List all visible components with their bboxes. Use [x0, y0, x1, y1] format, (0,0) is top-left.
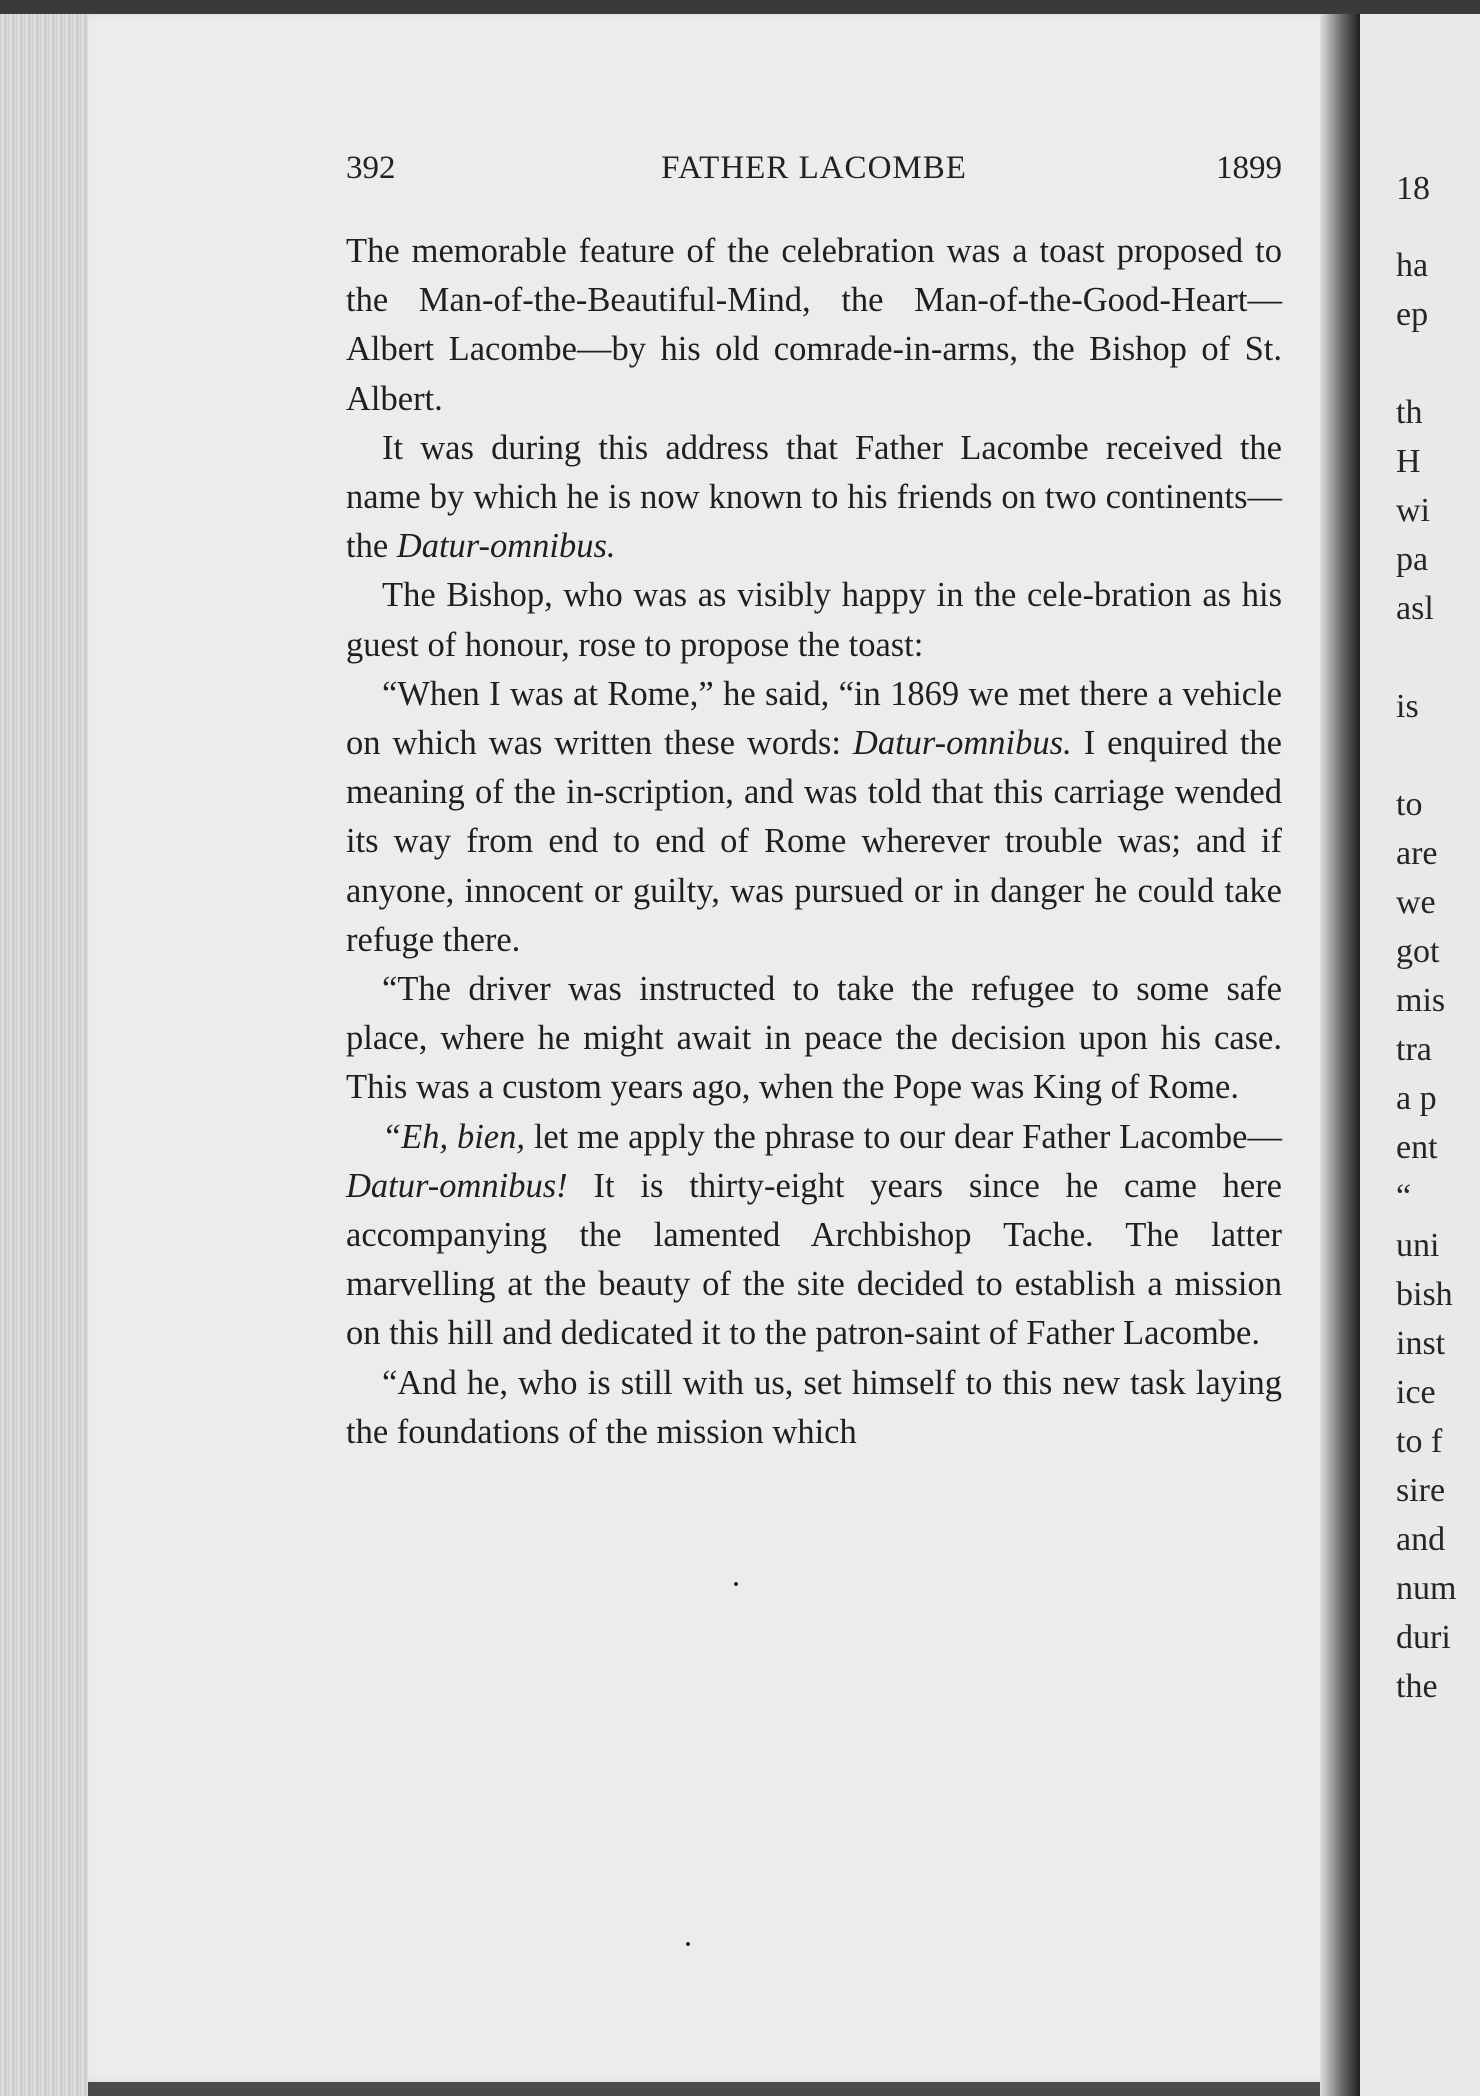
facing-page-fragment: and — [1396, 1521, 1446, 1558]
text-run: I enquired the meaning of the in-scription, and was told that this carriage wended its way from end to end of Rome wherever trouble was; and if anyone, innocent or guilty, was pursued or in danger he could take refuge there. — [346, 724, 1282, 959]
facing-page-fragment: inst — [1396, 1325, 1446, 1362]
facing-page-fragment: the — [1396, 1668, 1438, 1705]
text-run: “And he, who is still with us, set himself to this new task laying the foundations of the mission which — [346, 1363, 1282, 1451]
facing-page-fragment: a p — [1396, 1080, 1437, 1117]
facing-page-fragment: “ — [1396, 1178, 1412, 1215]
text-run: “When I was at Rome,” he said, “in 1869 we met there a vehicle on which was written these words: — [346, 674, 1282, 763]
italic-text: Datur-omnibus! — [346, 1166, 568, 1205]
page-top-edge — [0, 0, 1480, 14]
facing-page-fragment: ent — [1396, 1129, 1438, 1166]
facing-page — [1360, 14, 1480, 2096]
text-run: The memorable feature of the celebration was a toast proposed to the Man-of-the-Beautiful-Mind, the Man-of-the-Good-Heart—Albert Lacombe—by his old comrade-in-arms, the Bishop of St. Albert. — [346, 232, 1282, 418]
text-run: It was during this address that Father Lacombe received the name by which he is now known to his friends on two continents—the — [346, 428, 1282, 566]
facing-page-fragment: wi — [1396, 492, 1430, 529]
book-gutter — [1320, 14, 1360, 2096]
italic-text: Datur-omnibus. — [852, 724, 1072, 763]
paragraph — [346, 227, 1282, 424]
paragraph — [346, 670, 1282, 965]
page-stack-edge — [0, 14, 88, 2096]
facing-page-fragment: we — [1396, 884, 1436, 921]
text-run: “The driver was instructed to take the refugee to some safe place, where he might await in peace the decision upon his case. This was a custom years ago, when the Pope was King of Rome. — [346, 970, 1282, 1107]
facing-page-fragment: is — [1396, 688, 1419, 725]
facing-page-fragment: ha — [1396, 247, 1429, 284]
facing-page-fragment: num — [1396, 1570, 1457, 1607]
facing-page-fragment: bish — [1396, 1276, 1453, 1313]
paragraph — [346, 1359, 1282, 1457]
facing-page-fragment: pa — [1396, 541, 1429, 578]
facing-page-fragment: sire — [1396, 1472, 1446, 1509]
paragraph — [346, 1113, 1282, 1359]
text-run: It is thirty-eight years since he came here accompanying the lamented Archbishop Tache. The latter marvelling at the beauty of the site decided to establish a mission on this hill and dedicated it to the patron-saint of Father Lacombe. — [346, 1166, 1282, 1353]
facing-page-fragment: to f — [1396, 1423, 1443, 1460]
speck-mark — [686, 1942, 690, 1946]
running-year: 1899 — [1216, 150, 1282, 186]
facing-page-fragment: ice — [1396, 1374, 1436, 1411]
facing-page-fragment: mis — [1396, 982, 1446, 1019]
facing-page-fragment: 18 — [1396, 170, 1430, 207]
facing-page-fragment: uni — [1396, 1227, 1440, 1264]
paragraph — [346, 571, 1282, 669]
running-head — [346, 150, 1282, 200]
paragraph — [346, 965, 1282, 1113]
italic-text: Datur-omnibus. — [396, 527, 616, 566]
facing-page-fragment: got — [1396, 933, 1440, 970]
running-title: FATHER LACOMBE — [661, 150, 967, 186]
page-number: 392 — [346, 150, 396, 186]
speck-mark — [734, 1582, 738, 1586]
facing-page-fragment: asl — [1396, 590, 1434, 627]
facing-page-fragment: ep — [1396, 296, 1429, 333]
text-run: The Bishop, who was as visibly happy in the cele-bration as his guest of honour, rose to propose the toast: — [346, 576, 1282, 664]
text-run: let me apply the phrase to our dear Father Lacombe— — [525, 1117, 1282, 1156]
facing-page-fragment: are — [1396, 835, 1438, 872]
paragraph — [346, 424, 1282, 572]
facing-page-fragment: th — [1396, 394, 1423, 431]
facing-page-fragment: tra — [1396, 1031, 1432, 1068]
facing-page-fragment: H — [1396, 443, 1421, 480]
italic-text: “Eh, bien, — [382, 1117, 525, 1156]
facing-page-fragment: duri — [1396, 1619, 1451, 1656]
facing-page-fragment: to — [1396, 786, 1423, 823]
body-text — [346, 227, 1282, 1457]
